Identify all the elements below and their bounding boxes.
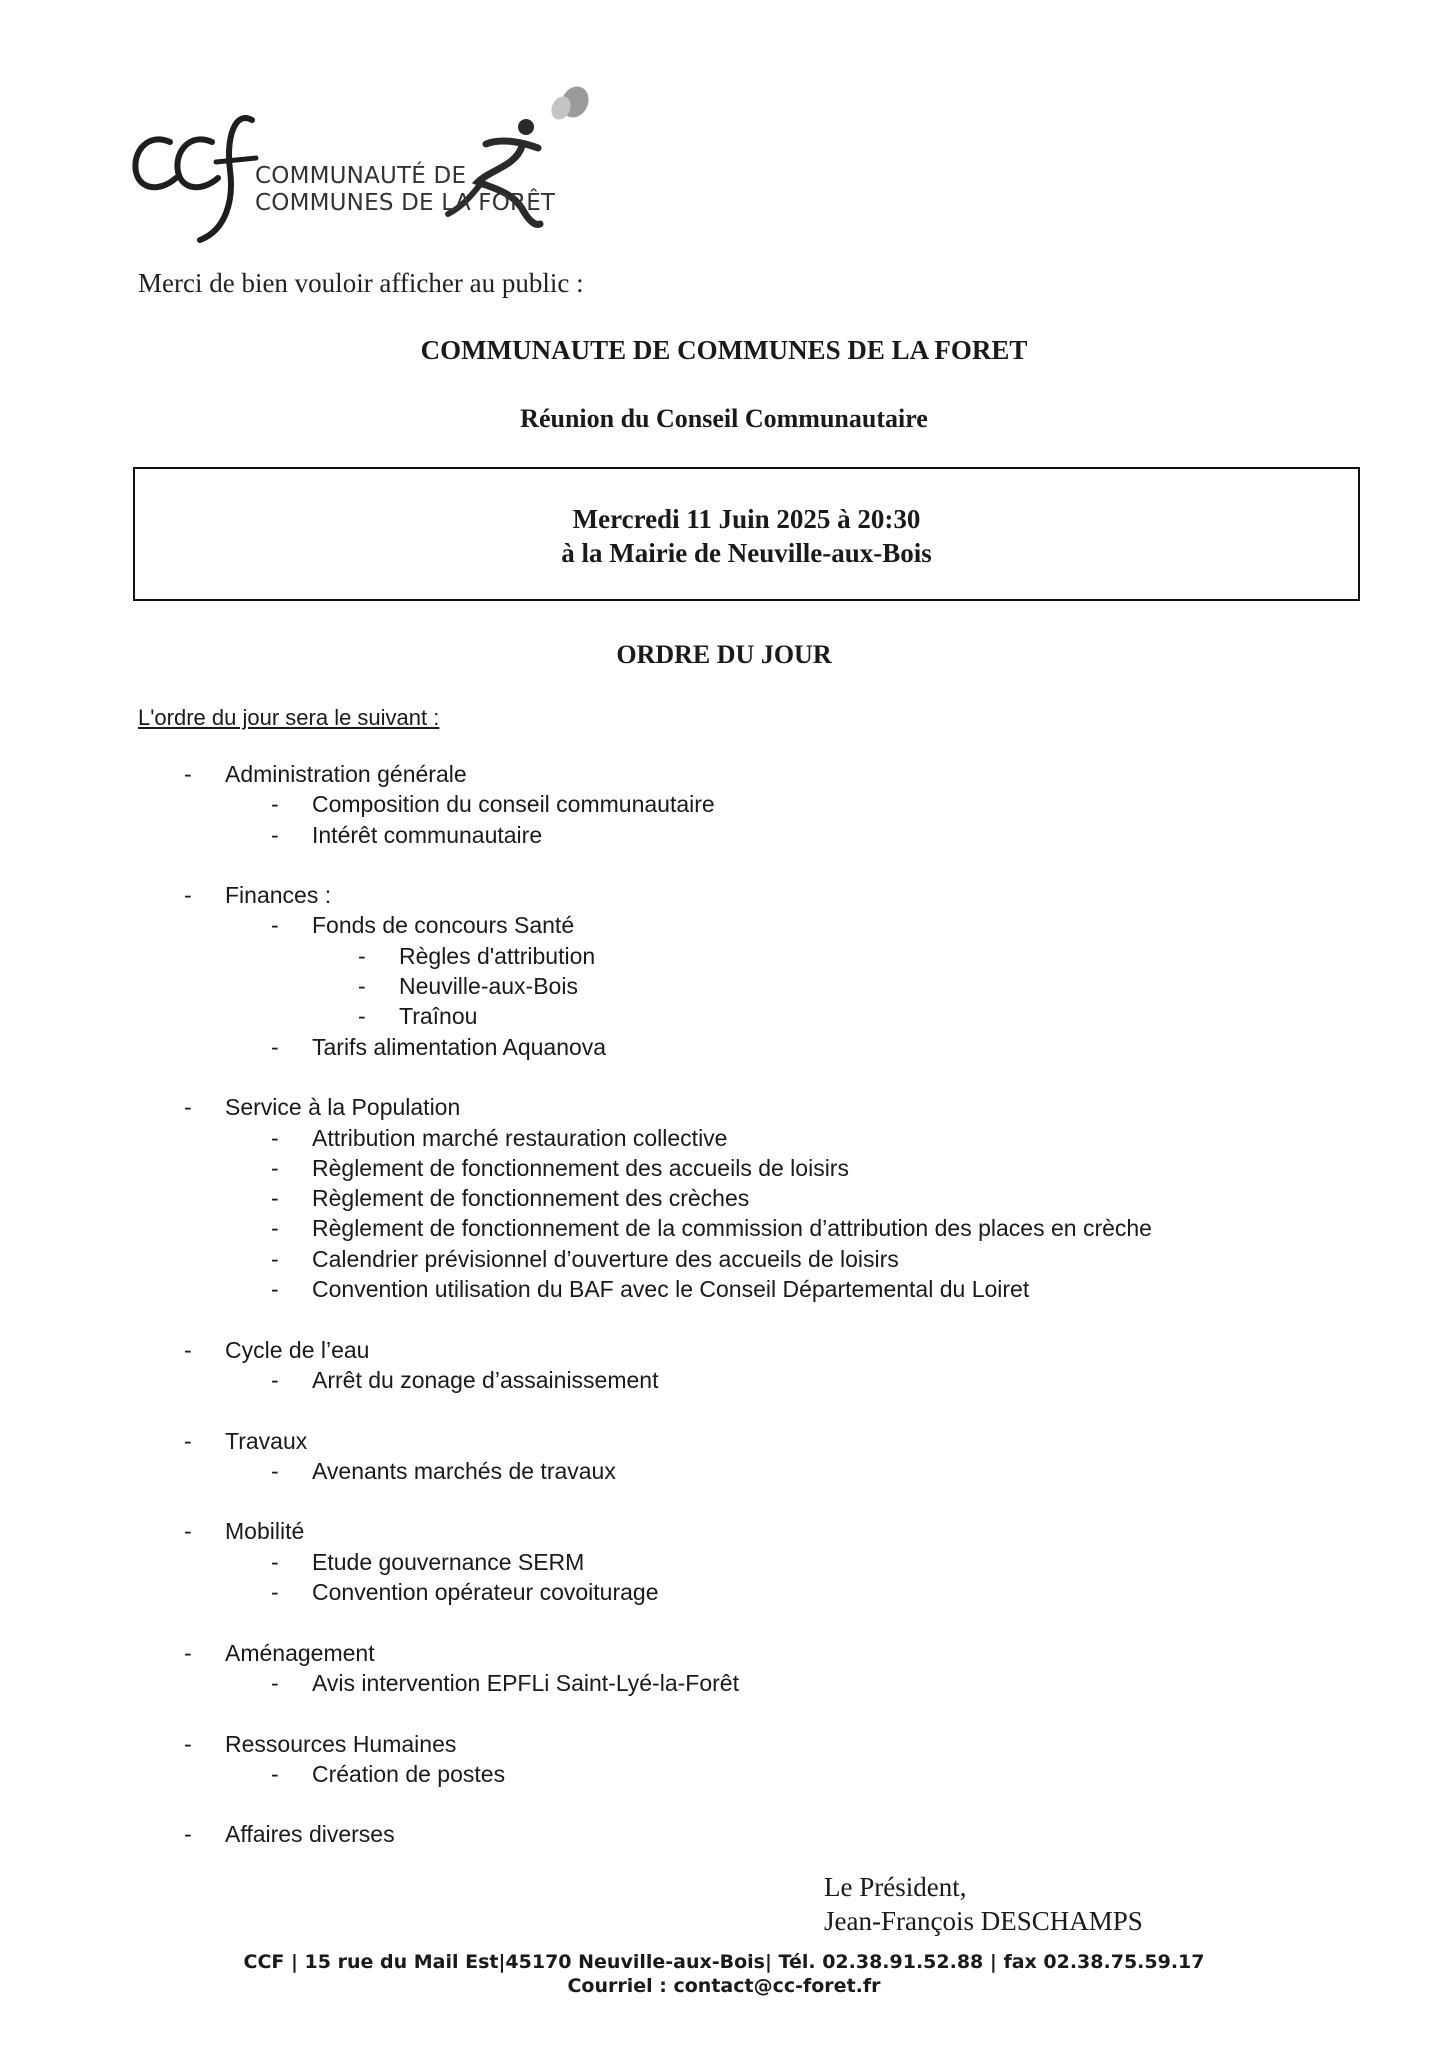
agenda-item-label: Finances : — [225, 882, 332, 909]
agenda-item-label: Tarifs alimentation Aquanova — [312, 1033, 607, 1060]
section-spacer — [0, 1791, 1448, 1821]
section-spacer — [0, 1306, 1448, 1336]
agenda-item-level-1 — [0, 1549, 1448, 1579]
bullet-dash: - — [271, 1185, 279, 1212]
agenda-item-label: Cycle de l’eau — [225, 1336, 370, 1363]
agenda-item-level-0 — [0, 1428, 1448, 1458]
agenda-item-label: Affaires diverses — [225, 1821, 395, 1848]
public-notice: Merci de bien vouloir afficher au public : — [138, 268, 584, 298]
agenda-item-level-1 — [0, 1155, 1448, 1185]
agenda-item-label: Règles d'attribution — [399, 942, 596, 969]
bullet-dash: - — [184, 1639, 192, 1666]
footer — [0, 1950, 1448, 1998]
agenda-item-label: Travaux — [225, 1427, 308, 1454]
section-spacer — [0, 1488, 1448, 1518]
agenda-item-label: Règlement de fonctionnement de la commission d’attribution des places en crèche — [312, 1215, 1152, 1242]
bullet-dash: - — [271, 1033, 279, 1060]
section-spacer — [0, 1609, 1448, 1639]
agenda-item-level-1 — [0, 912, 1448, 942]
meeting-date: Mercredi 11 Juin 2025 à 20:30 — [572, 504, 921, 534]
bullet-dash: - — [358, 942, 366, 969]
agenda-item-level-0 — [0, 1518, 1448, 1548]
bullet-dash: - — [271, 912, 279, 939]
bullet-dash: - — [271, 821, 279, 848]
bullet-dash: - — [271, 1457, 279, 1484]
bullet-dash: - — [271, 1154, 279, 1181]
agenda-item-level-0 — [0, 1640, 1448, 1670]
logo-line-2: COMMUNES DE LA FORÊT — [255, 190, 556, 216]
agenda-item-level-1 — [0, 791, 1448, 821]
agenda-title: ORDRE DU JOUR — [616, 640, 832, 669]
agenda-item-label: Service à la Population — [225, 1094, 461, 1121]
bullet-dash: - — [271, 1276, 279, 1303]
agenda-intro: L'ordre du jour sera le suivant : — [138, 705, 440, 730]
agenda-item-label: Neuville-aux-Bois — [399, 973, 578, 1000]
bullet-dash: - — [271, 1366, 279, 1393]
agenda-item-level-1 — [0, 1458, 1448, 1488]
bullet-dash: - — [184, 1518, 192, 1545]
agenda-item-label: Arrêt du zonage d’assainissement — [312, 1366, 659, 1393]
agenda-item-label: Règlement de fonctionnement des accueils de loisirs — [312, 1154, 849, 1181]
signature-block — [824, 1870, 1143, 1938]
agenda-item-label: Convention opérateur covoiturage — [312, 1579, 659, 1606]
agenda-item-level-1 — [0, 1761, 1448, 1791]
section-spacer — [0, 1397, 1448, 1427]
bullet-dash: - — [271, 1579, 279, 1606]
agenda-item-label: Administration générale — [225, 761, 467, 787]
agenda-item-label: Avenants marchés de travaux — [312, 1457, 616, 1484]
logo-text — [255, 163, 555, 217]
agenda-item-label: Ressources Humaines — [225, 1730, 457, 1757]
agenda-item-label: Règlement de fonctionnement des crèches — [312, 1185, 750, 1212]
agenda-item-level-0 — [0, 882, 1448, 912]
agenda-item-label: Convention utilisation du BAF avec le Conseil Départemental du Loiret — [312, 1276, 1030, 1303]
bullet-dash: - — [358, 1003, 366, 1030]
agenda-item-level-1 — [0, 1579, 1448, 1609]
bullet-dash: - — [184, 1821, 192, 1848]
agenda-item-label: Intérêt communautaire — [312, 821, 543, 848]
agenda-item-level-1 — [0, 1367, 1448, 1397]
agenda-item-label: Attribution marché restauration collective — [312, 1124, 728, 1151]
footer-email: Courriel : contact@cc-foret.fr — [567, 1975, 881, 1997]
bullet-dash: - — [271, 1124, 279, 1151]
meeting-place: à la Mairie de Neuville-aux-Bois — [561, 538, 932, 568]
agenda-item-level-0 — [0, 1731, 1448, 1761]
organization-logo — [130, 80, 610, 250]
agenda-item-level-1 — [0, 1125, 1448, 1155]
bullet-dash: - — [271, 791, 279, 818]
bullet-dash: - — [184, 1336, 192, 1363]
agenda-item-level-0 — [0, 761, 1448, 791]
agenda-item-label: Etude gouvernance SERM — [312, 1548, 585, 1575]
bullet-dash: - — [184, 761, 192, 787]
agenda-item-label: Calendrier prévisionnel d’ouverture des accueils de loisirs — [312, 1245, 899, 1272]
agenda-item-level-1 — [0, 1670, 1448, 1700]
agenda-item-label: Création de postes — [312, 1760, 506, 1787]
footer-address: CCF | 15 rue du Mail Est|45170 Neuville-aux-Bois| Tél. 02.38.91.52.88 | fax 02.38.75.59.17 — [243, 1951, 1205, 1973]
agenda-item-label: Avis intervention EPFLi Saint-Lyé-la-Forêt — [312, 1669, 739, 1696]
agenda-item-label: Aménagement — [225, 1639, 375, 1666]
logo-line-1: COMMUNAUTÉ DE — [255, 163, 467, 189]
agenda-item-level-1 — [0, 1034, 1448, 1064]
agenda-item-level-0 — [0, 1337, 1448, 1367]
agenda-item-label: Mobilité — [225, 1518, 305, 1545]
bullet-dash: - — [271, 1245, 279, 1272]
agenda-item-level-2 — [0, 943, 1448, 973]
signature-name: Jean-François DESCHAMPS — [824, 1906, 1143, 1936]
meeting-box — [133, 467, 1360, 601]
section-spacer — [0, 852, 1448, 882]
section-spacer — [0, 1700, 1448, 1730]
document-subtitle: Réunion du Conseil Communautaire — [520, 404, 928, 433]
bullet-dash: - — [184, 1730, 192, 1757]
bullet-dash: - — [271, 1548, 279, 1575]
agenda-item-label: Composition du conseil communautaire — [312, 791, 715, 818]
agenda-item-level-2 — [0, 973, 1448, 1003]
bullet-dash: - — [271, 1669, 279, 1696]
agenda-list — [0, 761, 1448, 1852]
bullet-dash: - — [184, 882, 192, 909]
agenda-item-label: Fonds de concours Santé — [312, 912, 575, 939]
bullet-dash: - — [358, 973, 366, 1000]
agenda-item-level-0 — [0, 1821, 1448, 1851]
agenda-item-level-1 — [0, 1215, 1448, 1245]
signature-role: Le Président, — [824, 1872, 967, 1902]
bullet-dash: - — [184, 1094, 192, 1121]
section-spacer — [0, 1064, 1448, 1094]
bullet-dash: - — [184, 1427, 192, 1454]
bullet-dash: - — [271, 1760, 279, 1787]
agenda-item-level-1 — [0, 1276, 1448, 1306]
agenda-item-level-1 — [0, 1185, 1448, 1215]
agenda-item-level-0 — [0, 1094, 1448, 1124]
agenda-item-level-1 — [0, 822, 1448, 852]
agenda-item-label: Traînou — [399, 1003, 478, 1030]
agenda-item-level-1 — [0, 1246, 1448, 1276]
agenda-item-level-2 — [0, 1003, 1448, 1033]
document-title: COMMUNAUTE DE COMMUNES DE LA FORET — [420, 335, 1028, 365]
bullet-dash: - — [271, 1215, 279, 1242]
